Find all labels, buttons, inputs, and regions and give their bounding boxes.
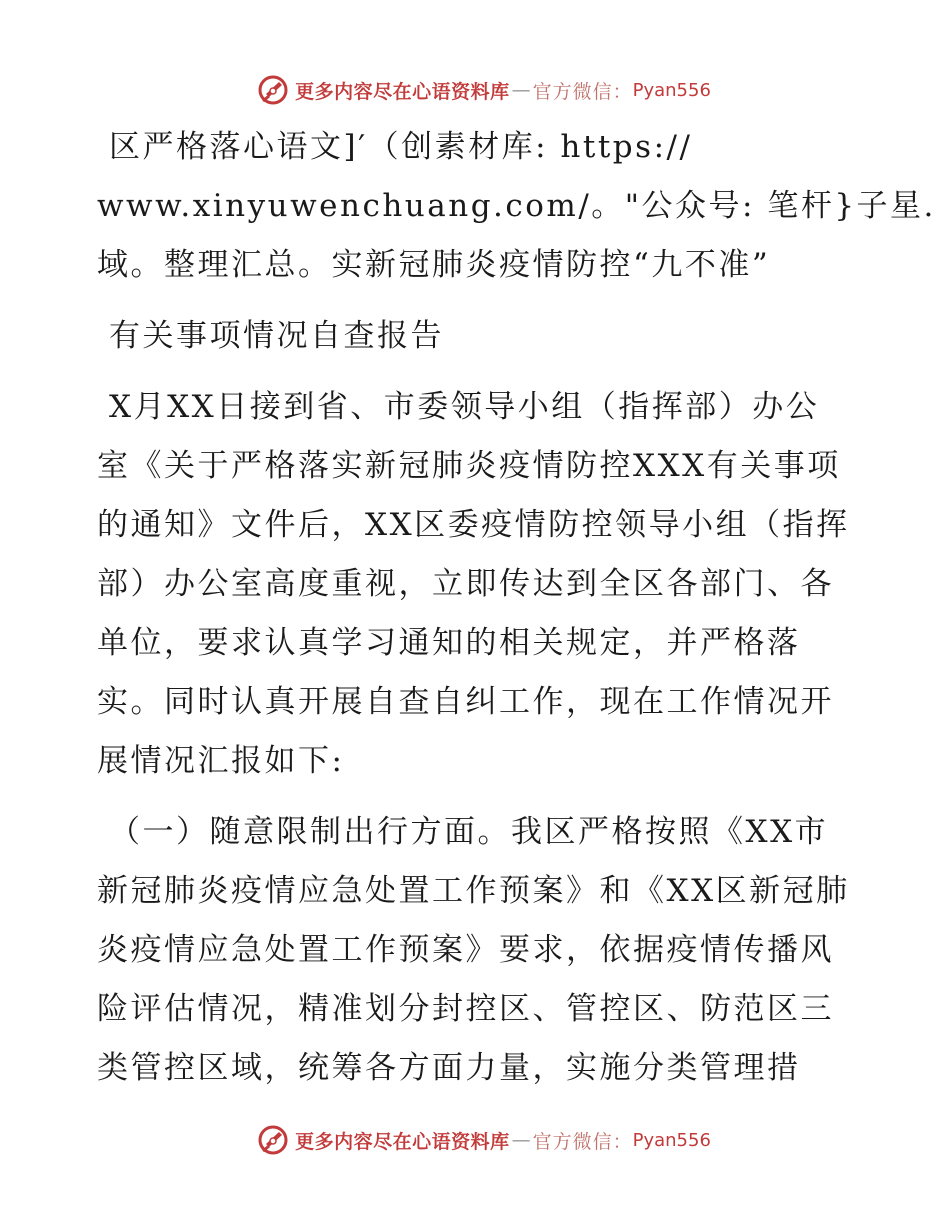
paragraph-line: 展情况汇报如下: <box>97 743 345 779</box>
paragraph-line: 室《关于严格落实新冠肺炎疫情防控XXX有关事项 <box>97 448 841 484</box>
watermark-wechat-label: 官方微信： <box>532 1130 633 1153</box>
seal-logo-icon <box>257 1124 289 1156</box>
watermark-dash: — <box>511 79 531 101</box>
paragraph-line: 的通知》文件后，XX区委疫情防控领导小组（指挥 <box>97 507 850 543</box>
paragraph-line: 部）办公室高度重视，立即传达到全区各部门、各 <box>97 566 834 602</box>
watermark-dash: — <box>511 1129 531 1151</box>
paragraph-line: 炎疫情应急处置工作预案》要求，依据疫情传播风 <box>97 932 834 968</box>
seal-logo-icon <box>257 74 289 106</box>
paragraph-line: X月XX日接到省、市委领导小组（指挥部）办公 <box>109 389 820 425</box>
paragraph-line: （一）随意限制出行方面。我区严格按照《XX市 <box>109 814 829 850</box>
watermark-text: 更多内容尽在心语资料库 <box>295 1130 510 1153</box>
paragraph-line: 险评估情况，精准划分封控区、管控区、防范区三 <box>97 991 834 1027</box>
watermark-wechat-label: 官方微信： <box>532 80 633 103</box>
header-watermark <box>0 70 950 110</box>
intro-line: 域。整理汇总。实新冠肺炎疫情防控“九不准” <box>97 247 771 283</box>
watermark-group <box>257 74 711 106</box>
intro-line: www.xinyuwenchuang.com/。"公众号: 笔杆}子星. <box>97 188 936 224</box>
watermark-group <box>257 1124 711 1156</box>
paragraph-line: 单位，要求认真学习通知的相关规定，并严格落 <box>97 625 801 661</box>
paragraph-line: 类管控区域，统筹各方面力量，实施分类管理措 <box>97 1050 801 1086</box>
paragraph-line: 实。同时认真开展自查自纠工作，现在工作情况开 <box>97 684 834 720</box>
document-title: 有关事项情况自查报告 <box>109 318 444 354</box>
footer-watermark <box>0 1120 950 1160</box>
watermark-wechat-id: Pyan556 <box>632 79 711 101</box>
watermark-wechat-id: Pyan556 <box>632 1129 711 1151</box>
watermark-text: 更多内容尽在心语资料库 <box>295 80 510 103</box>
paragraph-line: 新冠肺炎疫情应急处置工作预案》和《XX区新冠肺 <box>97 873 850 909</box>
intro-line: 区严格落心语文]′（创素材库: https:// <box>109 129 693 165</box>
document-body <box>97 118 936 1098</box>
